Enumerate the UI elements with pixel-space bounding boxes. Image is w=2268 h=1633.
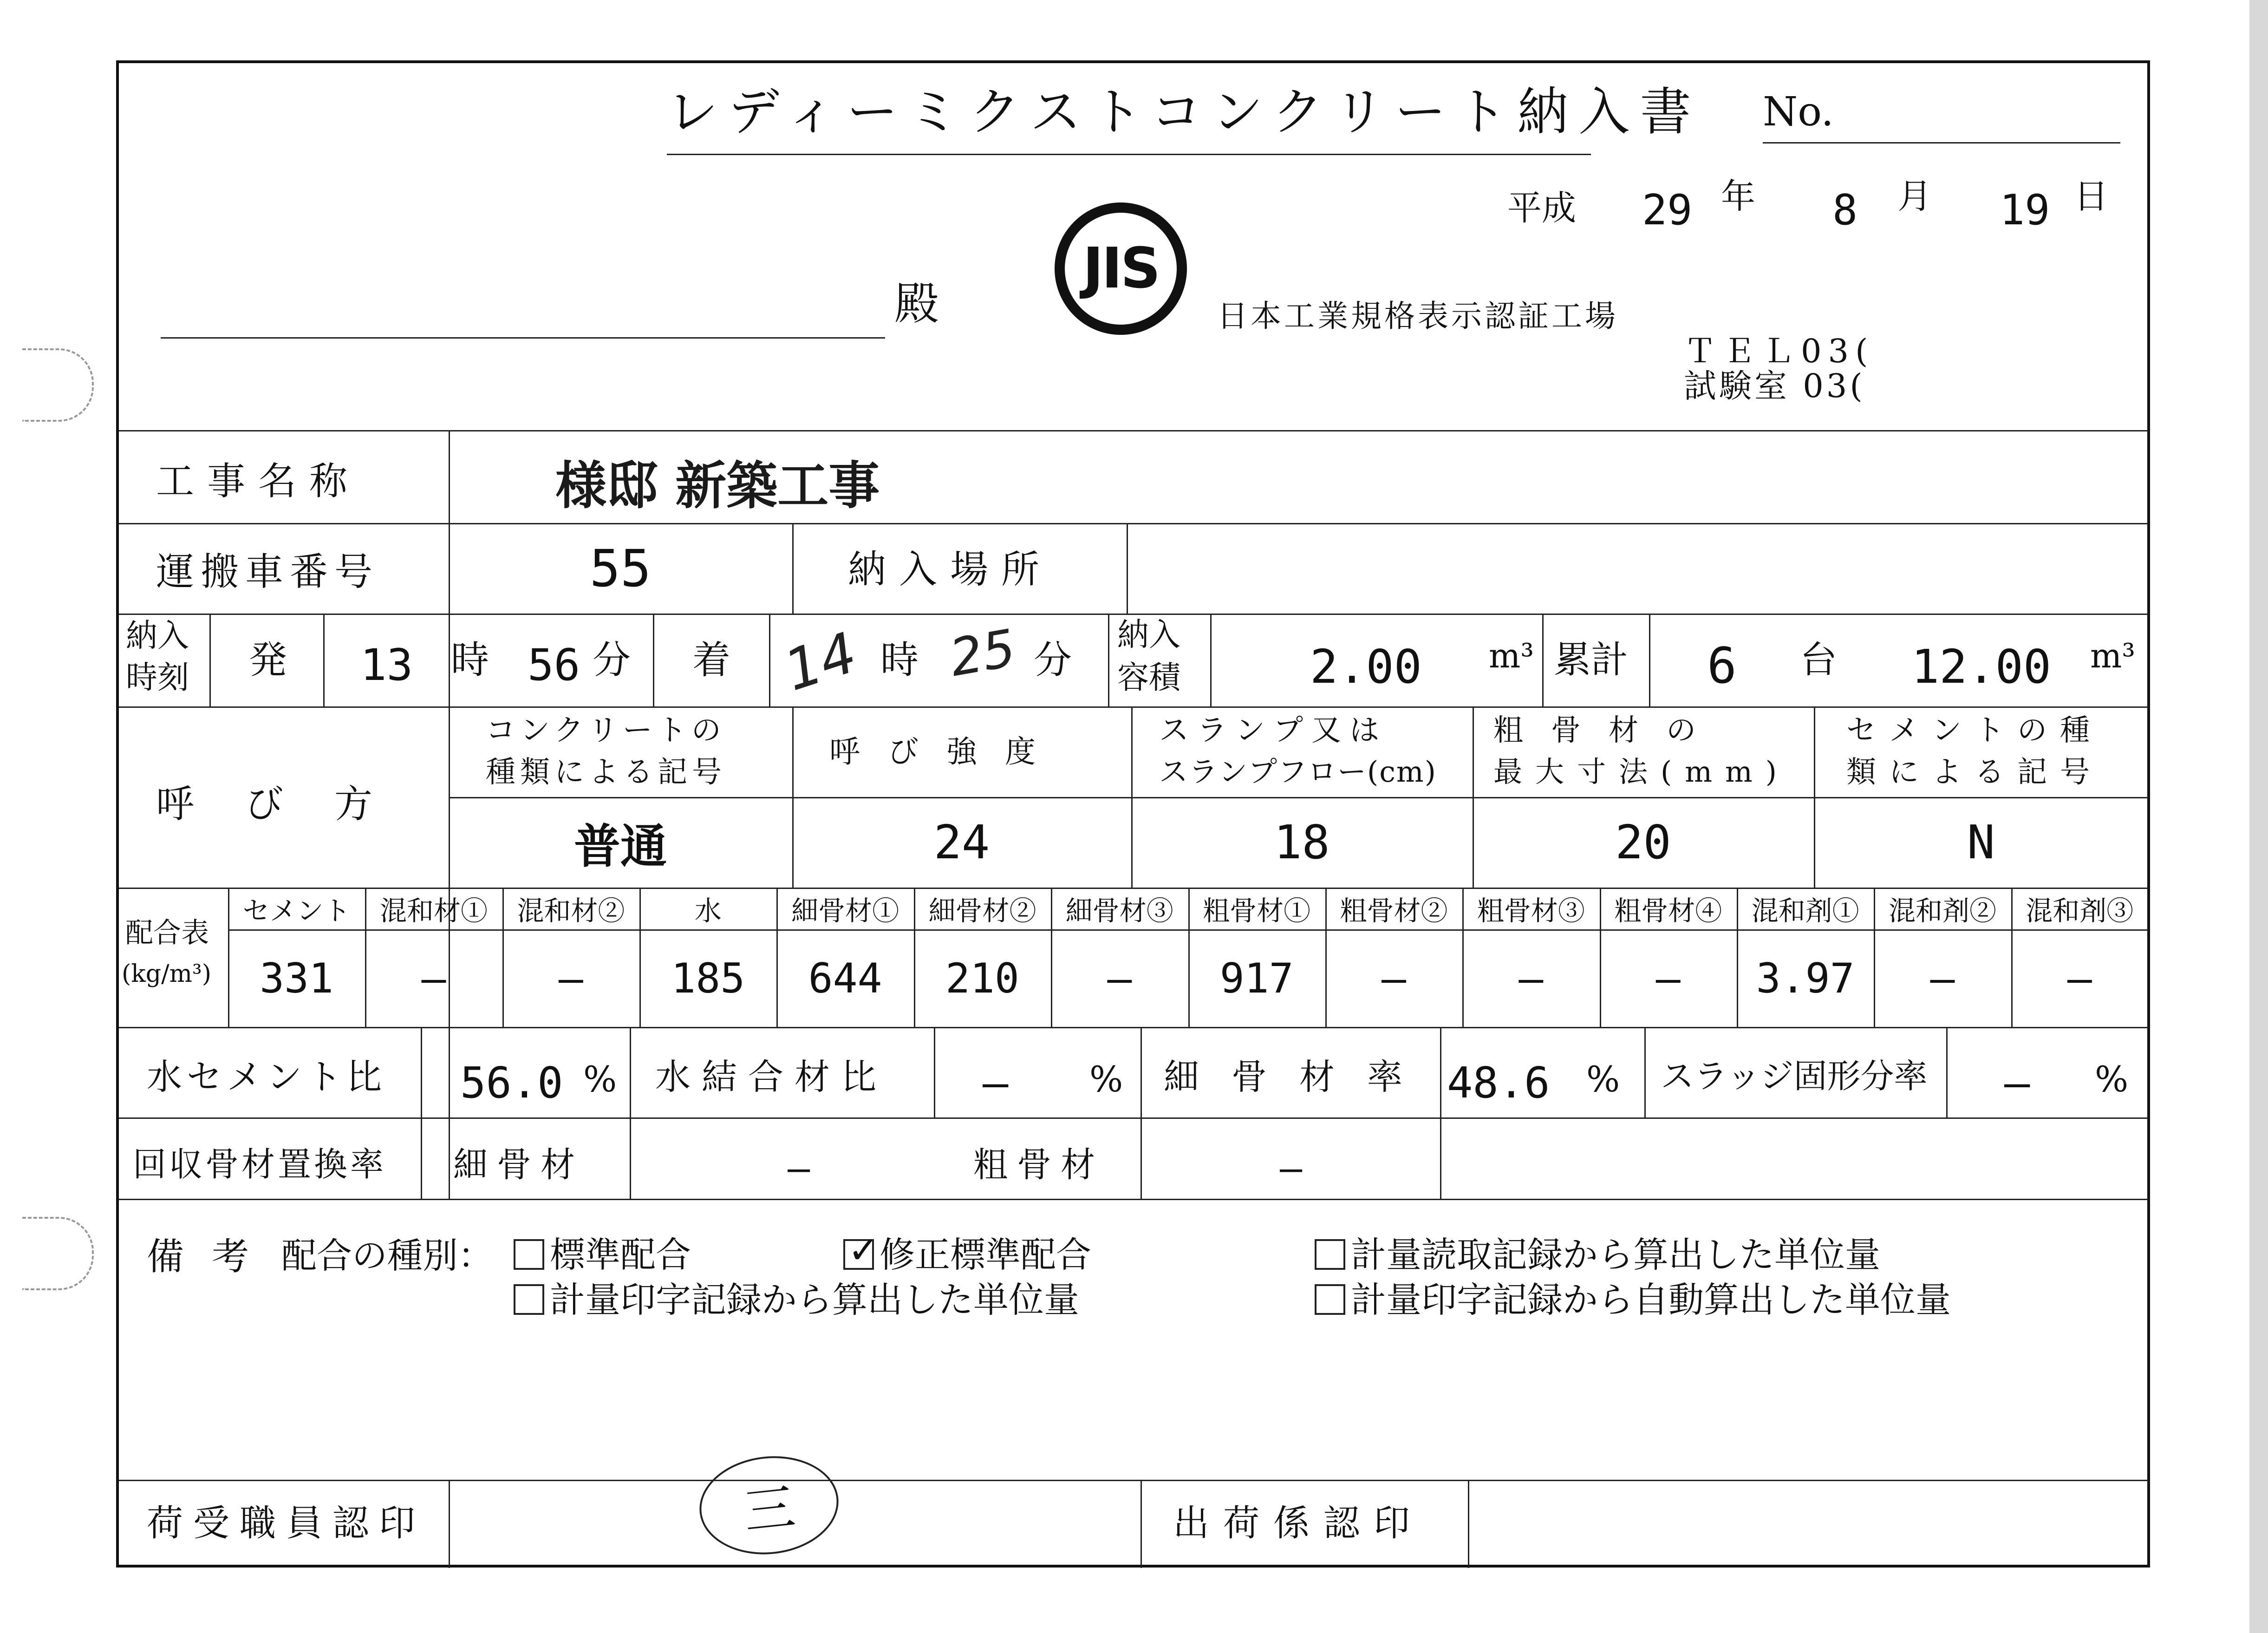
project-label: 工事名称 (156, 459, 361, 503)
sludge-label-divider (1946, 1027, 1948, 1117)
nominal-strength: 24 (933, 815, 990, 869)
mix-column-value: – (2067, 954, 2092, 1002)
arrive-hour-unit: 時 (880, 638, 919, 682)
project-name: 様邸 新築工事 (555, 456, 880, 516)
fine-label-divider (1440, 1027, 1441, 1117)
cumulative-label: 累計 (1554, 638, 1628, 681)
mix-column-value: 331 (260, 954, 334, 1002)
fine-ratio-value: 48.6 (1447, 1058, 1550, 1108)
mix-column-header: 粗骨材① (1203, 895, 1311, 927)
number-label: No. (1763, 89, 1834, 135)
header-divider (119, 430, 2148, 431)
mix-column-header: 細骨材③ (1065, 895, 1173, 927)
wb-ratio-value: – (983, 1058, 1009, 1108)
mix-column-value: – (1930, 954, 1955, 1002)
jis-caption: 日本工業規格表示認証工場 (1217, 298, 1618, 334)
ratio-label-divider (421, 1027, 422, 1199)
date-month: 8 (1832, 186, 1858, 235)
depart-minute-unit: 分 (593, 638, 631, 682)
mix-column-header: 混和材① (380, 895, 488, 927)
cement-type: N (1967, 815, 1995, 869)
arrive-minute-unit: 分 (1034, 638, 1072, 682)
mix-column-value: – (1107, 954, 1132, 1002)
time-label-bottom: 時刻 (126, 660, 189, 696)
scan-edge (2249, 0, 2268, 1633)
sludge-ratio-label: スラッジ固形分率 (1661, 1057, 1928, 1096)
cumulative-label-divider (1649, 614, 1650, 706)
fine-ratio-unit: % (1586, 1058, 1620, 1100)
option-print-record (514, 1279, 1079, 1320)
delivery-volume: 2.00 (1310, 640, 1422, 694)
wc-divider (630, 1027, 631, 1199)
type-header-2: 種類による記号 (486, 755, 726, 790)
recipient-line (161, 337, 885, 339)
row-divider-5 (119, 1027, 2148, 1028)
mix-column-value: – (1519, 954, 1544, 1002)
date-day: 19 (2000, 186, 2050, 235)
mix-label-top: 配合表 (125, 917, 209, 949)
fine-ratio-label: 細骨材率 (1164, 1056, 1435, 1097)
row-divider-6 (119, 1117, 2148, 1119)
volume-divider (1542, 614, 1544, 706)
number-line (1763, 142, 2120, 144)
strength-header: 呼び強度 (829, 734, 1063, 770)
slump-header-1: スランプ又は (1159, 713, 1388, 748)
wc-ratio-label: 水セメント比 (147, 1056, 386, 1097)
mix-column-header: 粗骨材④ (1614, 895, 1722, 927)
mix-column-value: 3.97 (1756, 954, 1855, 1002)
wb-ratio-unit: % (1089, 1058, 1123, 1100)
checkbox-standard[interactable] (514, 1239, 544, 1270)
mix-column-value: 185 (671, 954, 745, 1002)
receiver-stamp: 三 (695, 1450, 843, 1561)
concrete-type: 普通 (574, 818, 667, 874)
truck-number: 55 (589, 538, 652, 598)
wb-label-divider (934, 1027, 935, 1117)
cumulative-unit: m³ (2090, 636, 2136, 675)
mix-column-header: 細骨材② (928, 895, 1036, 927)
row-divider-7 (119, 1199, 2148, 1200)
recovered-coarse-value: – (1280, 1147, 1303, 1190)
depart-divider (653, 614, 654, 706)
option-read-record-label: 計量読取記録から算出した単位量 (1351, 1234, 1880, 1275)
volume-label-divider (1210, 614, 1212, 706)
truck-divider (792, 523, 794, 614)
volume-label-top: 納入 (1117, 617, 1181, 653)
mix-column-header: セメント (242, 895, 351, 927)
recovered-coarse-label: 粗骨材 (973, 1145, 1104, 1185)
max-aggregate-size: 20 (1615, 815, 1671, 869)
recovered-divider (1141, 1117, 1142, 1199)
recovered-end-divider (1440, 1117, 1441, 1199)
mix-label-bottom: (kg/m³) (122, 960, 212, 988)
row-divider-8 (119, 1480, 2148, 1481)
lab-label: 試験室 03( (1684, 367, 1865, 405)
volume-label-bottom: 容積 (1117, 660, 1181, 696)
count-unit: 台 (1800, 638, 1837, 681)
mix-column-value: 917 (1219, 954, 1294, 1002)
mix-column-header: 粗骨材② (1340, 895, 1448, 927)
mix-type-label: 配合の種別： (281, 1235, 493, 1276)
recipient-suffix: 殿 (894, 278, 939, 330)
cumulative-count: 6 (1707, 637, 1737, 694)
title-underline (667, 154, 1591, 155)
truck-label: 運搬車番号 (156, 550, 379, 594)
aggregate-header-1: 粗骨材の (1493, 713, 1724, 748)
recovered-label: 回収骨材置換率 (133, 1145, 387, 1184)
checkbox-read-record[interactable] (1315, 1239, 1345, 1270)
type-header-1: コンクリートの (486, 713, 726, 748)
date-day-unit: 日 (2074, 176, 2108, 216)
slump-header-2: スランプフロー(cm) (1159, 755, 1437, 789)
mix-column-header: 混和剤① (1751, 895, 1859, 927)
row-divider-2 (119, 614, 2148, 615)
receiver-label-divider (449, 1480, 450, 1568)
checkbox-auto-print-record[interactable] (1315, 1284, 1345, 1315)
mix-column-value: – (421, 954, 446, 1002)
arrive-divider (1108, 614, 1109, 706)
delivery-place-label: 納入場所 (848, 548, 1053, 592)
depart-label-divider (323, 614, 325, 706)
cement-header-1: セメントの種 (1846, 713, 2103, 748)
mix-column-value: – (1655, 954, 1681, 1002)
mix-column-value: 644 (808, 954, 882, 1002)
arrive-label-divider (769, 614, 770, 706)
designation-label: 呼び方 (156, 782, 424, 826)
date-month-unit: 月 (1897, 176, 1932, 216)
row-divider-3 (119, 706, 2148, 708)
option-auto-print-record-label: 計量印字記録から自動算出した単位量 (1351, 1279, 1951, 1320)
mix-column-value: – (558, 954, 583, 1002)
shipper-label-divider (1468, 1480, 1469, 1568)
row-divider-1 (119, 523, 2148, 524)
arrive-label: 着 (692, 638, 731, 682)
tel-label: ＴＥＬ03( (1684, 332, 1875, 370)
option-read-record (1315, 1234, 1880, 1275)
mix-column-header: 粗骨材③ (1477, 895, 1585, 927)
mix-column-header: 混和材② (517, 895, 625, 927)
cement-header-2: 類による記号 (1846, 755, 2103, 790)
option-standard (514, 1234, 691, 1275)
shipper-label: 出荷係認印 (1173, 1502, 1424, 1544)
receiver-divider (1141, 1480, 1142, 1568)
jis-mark: JIS (1055, 202, 1187, 335)
punch-hole-bottom (22, 1217, 94, 1290)
date-era: 平成 (1507, 188, 1576, 228)
sludge-ratio-unit: % (2095, 1058, 2129, 1100)
option-auto-print-record (1315, 1279, 1951, 1320)
volume-unit: m³ (1489, 636, 1534, 675)
wb-ratio-label: 水結合材比 (655, 1056, 887, 1097)
recovered-fine-label: 細骨材 (453, 1145, 584, 1185)
recovered-fine-value: – (788, 1147, 810, 1190)
fine-divider (1644, 1027, 1646, 1117)
time-label-divider (209, 614, 211, 706)
delivery-slip (116, 60, 2150, 1568)
depart-hour: 13 (360, 640, 413, 691)
mix-column-header: 混和剤③ (2026, 895, 2134, 927)
date-year-unit: 年 (1721, 176, 1755, 216)
option-standard-label: 標準配合 (550, 1234, 691, 1275)
sludge-ratio-value: – (2004, 1058, 2030, 1108)
checkbox-modified-standard[interactable] (843, 1228, 880, 1272)
time-label-top: 納入 (126, 618, 189, 654)
punch-hole-top (22, 348, 94, 422)
mix-column-value: 210 (945, 954, 1019, 1002)
place-divider (1127, 523, 1128, 614)
option-print-record-label: 計量印字記録から算出した単位量 (550, 1279, 1079, 1320)
check-mark: ✓ (848, 1228, 880, 1272)
mix-table (119, 888, 2148, 1027)
receiver-label: 荷受職員認印 (147, 1502, 426, 1544)
option-modified-standard-label: 修正標準配合 (880, 1234, 1091, 1275)
mix-column-header: 混和剤② (1888, 895, 1996, 927)
arrive-hour: 14 (777, 620, 865, 704)
document-title: レディーミクストコンクリート納入書 (667, 82, 1701, 142)
date-year: 29 (1642, 186, 1693, 235)
remarks-label: 備考 (147, 1235, 277, 1278)
depart-minute: 56 (528, 640, 580, 691)
cumulative-volume: 12.00 (1911, 640, 2052, 694)
wc-ratio-unit: % (583, 1058, 617, 1100)
mix-column-header: 細骨材① (791, 895, 899, 927)
wc-ratio-value: 56.0 (460, 1058, 563, 1108)
slump-value: 18 (1274, 815, 1330, 869)
depart-hour-unit: 時 (451, 638, 489, 682)
mix-column-header: 水 (694, 895, 722, 927)
depart-label: 発 (249, 638, 287, 682)
aggregate-header-2: 最大寸法(mm) (1493, 755, 1790, 789)
checkbox-print-record[interactable] (514, 1284, 544, 1315)
option-modified-standard (843, 1228, 1091, 1275)
mix-column-value: – (1382, 954, 1406, 1002)
arrive-minute: 25 (945, 618, 1020, 688)
